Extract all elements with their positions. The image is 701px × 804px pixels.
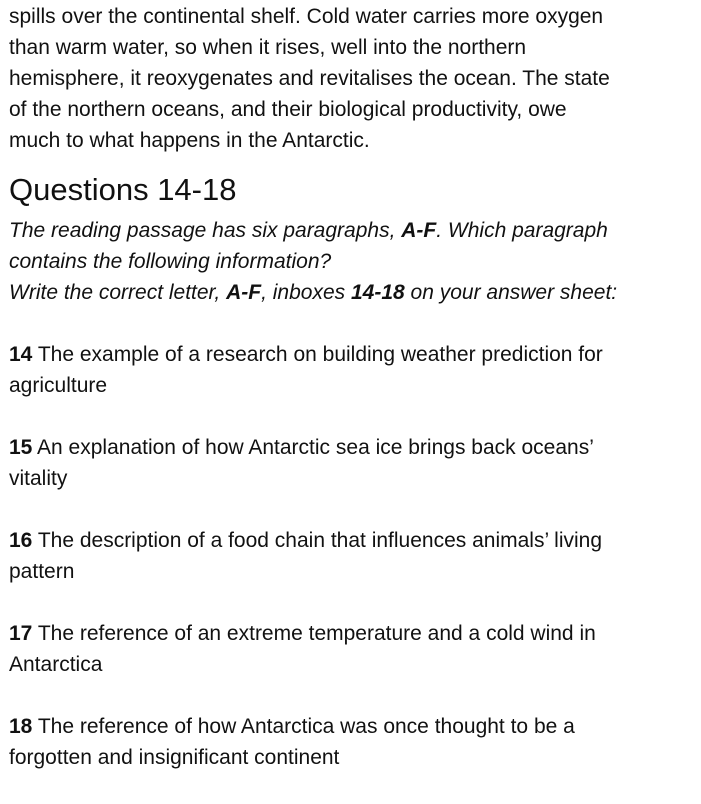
question-16 [9,525,699,587]
question-number: 18 [9,715,33,738]
passage-line: than warm water, so when it rises, well into the northern [9,36,527,59]
document-page [9,0,699,804]
question-list [9,339,699,773]
question-text: forgotten and insignificant continent [9,746,340,769]
question-number: 16 [9,529,33,552]
question-18 [9,711,699,773]
instructions-text: Write the correct letter, [9,281,227,304]
instructions-text: , inboxes [261,281,351,304]
instructions-bold-range: A-F [226,281,262,304]
question-number: 17 [9,622,33,645]
question-number: 15 [9,436,33,459]
question-text: agriculture [9,374,108,397]
question-number: 14 [9,343,33,366]
question-17 [9,618,699,680]
question-text: The reference of how Antarctica was once thought to be a [32,715,575,738]
question-text: The example of a research on building weather prediction for [32,343,603,366]
question-14 [9,339,699,401]
instructions-text: contains the following information? [9,250,332,273]
passage-line: of the northern oceans, and their biological productivity, owe [9,98,567,121]
question-text: pattern [9,560,75,583]
instructions-text: . Which paragraph [436,219,608,242]
question-15 [9,432,699,494]
question-text: The reference of an extreme temperature and a cold wind in [32,622,596,645]
passage-line: spills over the continental shelf. Cold water carries more oxygen [9,5,604,28]
question-text: Antarctica [9,653,103,676]
question-text: The description of a food chain that influences animals’ living [32,529,603,552]
section-title: Questions 14-18 [9,172,237,207]
instructions [9,215,699,308]
instructions-bold-range: A-F [401,219,437,242]
passage-line: much to what happens in the Antarctic. [9,129,370,152]
instructions-text: on your answer sheet: [404,281,618,304]
question-text: vitality [9,467,68,490]
instructions-text: The reading passage has six paragraphs, [9,219,402,242]
instructions-bold-boxes: 14-18 [350,281,405,304]
passage-line: hemisphere, it reoxygenates and revitalises the ocean. The state [9,67,610,90]
passage-excerpt [9,0,699,156]
question-text: An explanation of how Antarctic sea ice brings back oceans’ [32,436,594,459]
